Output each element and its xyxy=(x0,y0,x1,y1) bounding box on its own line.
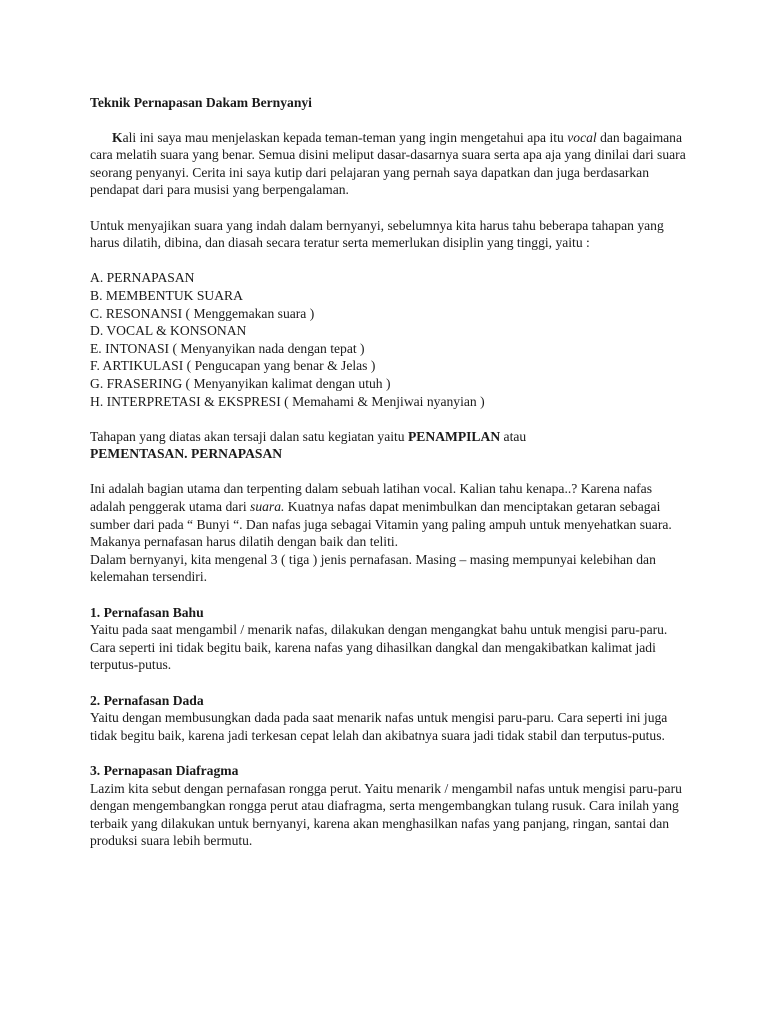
performance-paragraph xyxy=(90,428,690,463)
document-title: Teknik Pernapasan Dakam Bernyanyi xyxy=(90,95,312,110)
section-body: Lazim kita sebut dengan pernafasan rongga perut. Yaitu menarik / mengambil nafas untuk mengisi paru-paru dengan mengembangkan rongga perut atau diafragma, serta mengembangkan tulang rusuk. Cara inilah yang terbaik yang dilakukan untuk bernyanyi, karena akan menghasilkan nafas yang panjang, ringan, santai dan produksi suara lebih bermutu. xyxy=(90,780,682,849)
breathing-text-3: Dalam bernyanyi, kita mengenal 3 ( tiga ) jenis pernafasan. Masing – masing mempunyai kelebihan dan kelemahan tersendiri. xyxy=(90,551,656,585)
list-item: D. VOCAL & KONSONAN xyxy=(90,323,247,339)
breathing-text-2: Kuatnya nafas dapat menimbulkan dan menciptakan getaran sebagai sumber dari pada “ Bunyi “. Dan nafas juga sebagai Vitamin yang paling ampuh untuk menyehatkan suara. Makanya pernafasan harus dilatih dengan baik dan teliti. xyxy=(90,499,672,550)
list-item: G. FRASERING ( Menyanyikan kalimat dengan utuh ) xyxy=(90,375,391,391)
intro-text-2: dan bagaimana cara melatih suara yang benar. Semua disini meliput dasar-dasarnya suara serta apa aja yang dinilai dari suara seorang penyanyi. Cerita ini saya kutip dari pelajaran yang pernah saya dapatkan dan juga berdasarkan pendapat dari para musisi yang berpengalaman. xyxy=(90,129,686,198)
section-heading: 3. Pernapasan Diafragma xyxy=(90,762,239,778)
breathing-paragraph xyxy=(90,480,690,586)
list-item: H. INTERPRETASI & EKSPRESI ( Memahami & Menjiwai nyanyian ) xyxy=(90,393,485,409)
performance-bold-1: PENAMPILAN xyxy=(408,428,501,444)
performance-text-1: Tahapan yang diatas akan tersaji dalan satu kegiatan yaitu xyxy=(90,428,408,444)
breathing-emphasis: suara. xyxy=(250,499,285,515)
section-body: Yaitu pada saat mengambil / menarik nafas, dilakukan dengan mengangkat bahu untuk mengisi paru-paru. Cara seperti ini tidak begitu baik, karena nafas yang dihasilkan dangkal dan mengakibatkan kalimat jadi terputus-putus. xyxy=(90,622,668,673)
section-heading: 1. Pernafasan Bahu xyxy=(90,604,204,620)
performance-text-2: atau xyxy=(500,428,527,444)
intro-emphasis: vocal xyxy=(567,129,597,145)
list-item: C. RESONANSI ( Menggemakan suara ) xyxy=(90,305,315,321)
list-item: F. ARTIKULASI ( Pengucapan yang benar & Jelas ) xyxy=(90,358,376,374)
section-pernafasan-dada xyxy=(90,692,690,745)
performance-bold-2: PEMENTASAN. PERNAPASAN xyxy=(90,446,283,462)
document-page xyxy=(90,94,690,868)
intro-text-1: ali ini saya mau menjelaskan kepada teman-teman yang ingin mengetahui apa itu xyxy=(122,129,568,145)
stages-list xyxy=(90,269,690,410)
list-item: A. PERNAPASAN xyxy=(90,270,195,286)
section-pernapasan-diafragma xyxy=(90,762,690,850)
breathing-text-1: Ini adalah bagian utama dan terpenting dalam sebuah latihan vocal. Kalian tahu kenapa..? Karena nafas adalah penggerak utama dari xyxy=(90,481,653,515)
intro-paragraph xyxy=(90,129,690,199)
section-body: Yaitu dengan membusungkan dada pada saat menarik nafas untuk mengisi paru-paru. Cara seperti ini juga tidak begitu baik, karena jadi terkesan cepat lelah dan akibatnya suara jadi tidak stabil dan terputus-putus. xyxy=(90,710,668,743)
list-item: B. MEMBENTUK SUARA xyxy=(90,287,243,303)
intro-first-letter: K xyxy=(112,129,123,145)
stages-intro-paragraph: Untuk menyajikan suara yang indah dalam bernyanyi, sebelumnya kita harus tahu beberapa tahapan yang harus dilatih, dibina, dan diasah secara teratur serta memerlukan disiplin yang tinggi, yaitu : xyxy=(90,217,664,251)
section-heading: 2. Pernafasan Dada xyxy=(90,692,204,708)
list-item: E. INTONASI ( Menyanyikan nada dengan tepat ) xyxy=(90,340,365,356)
section-pernafasan-bahu xyxy=(90,604,690,674)
